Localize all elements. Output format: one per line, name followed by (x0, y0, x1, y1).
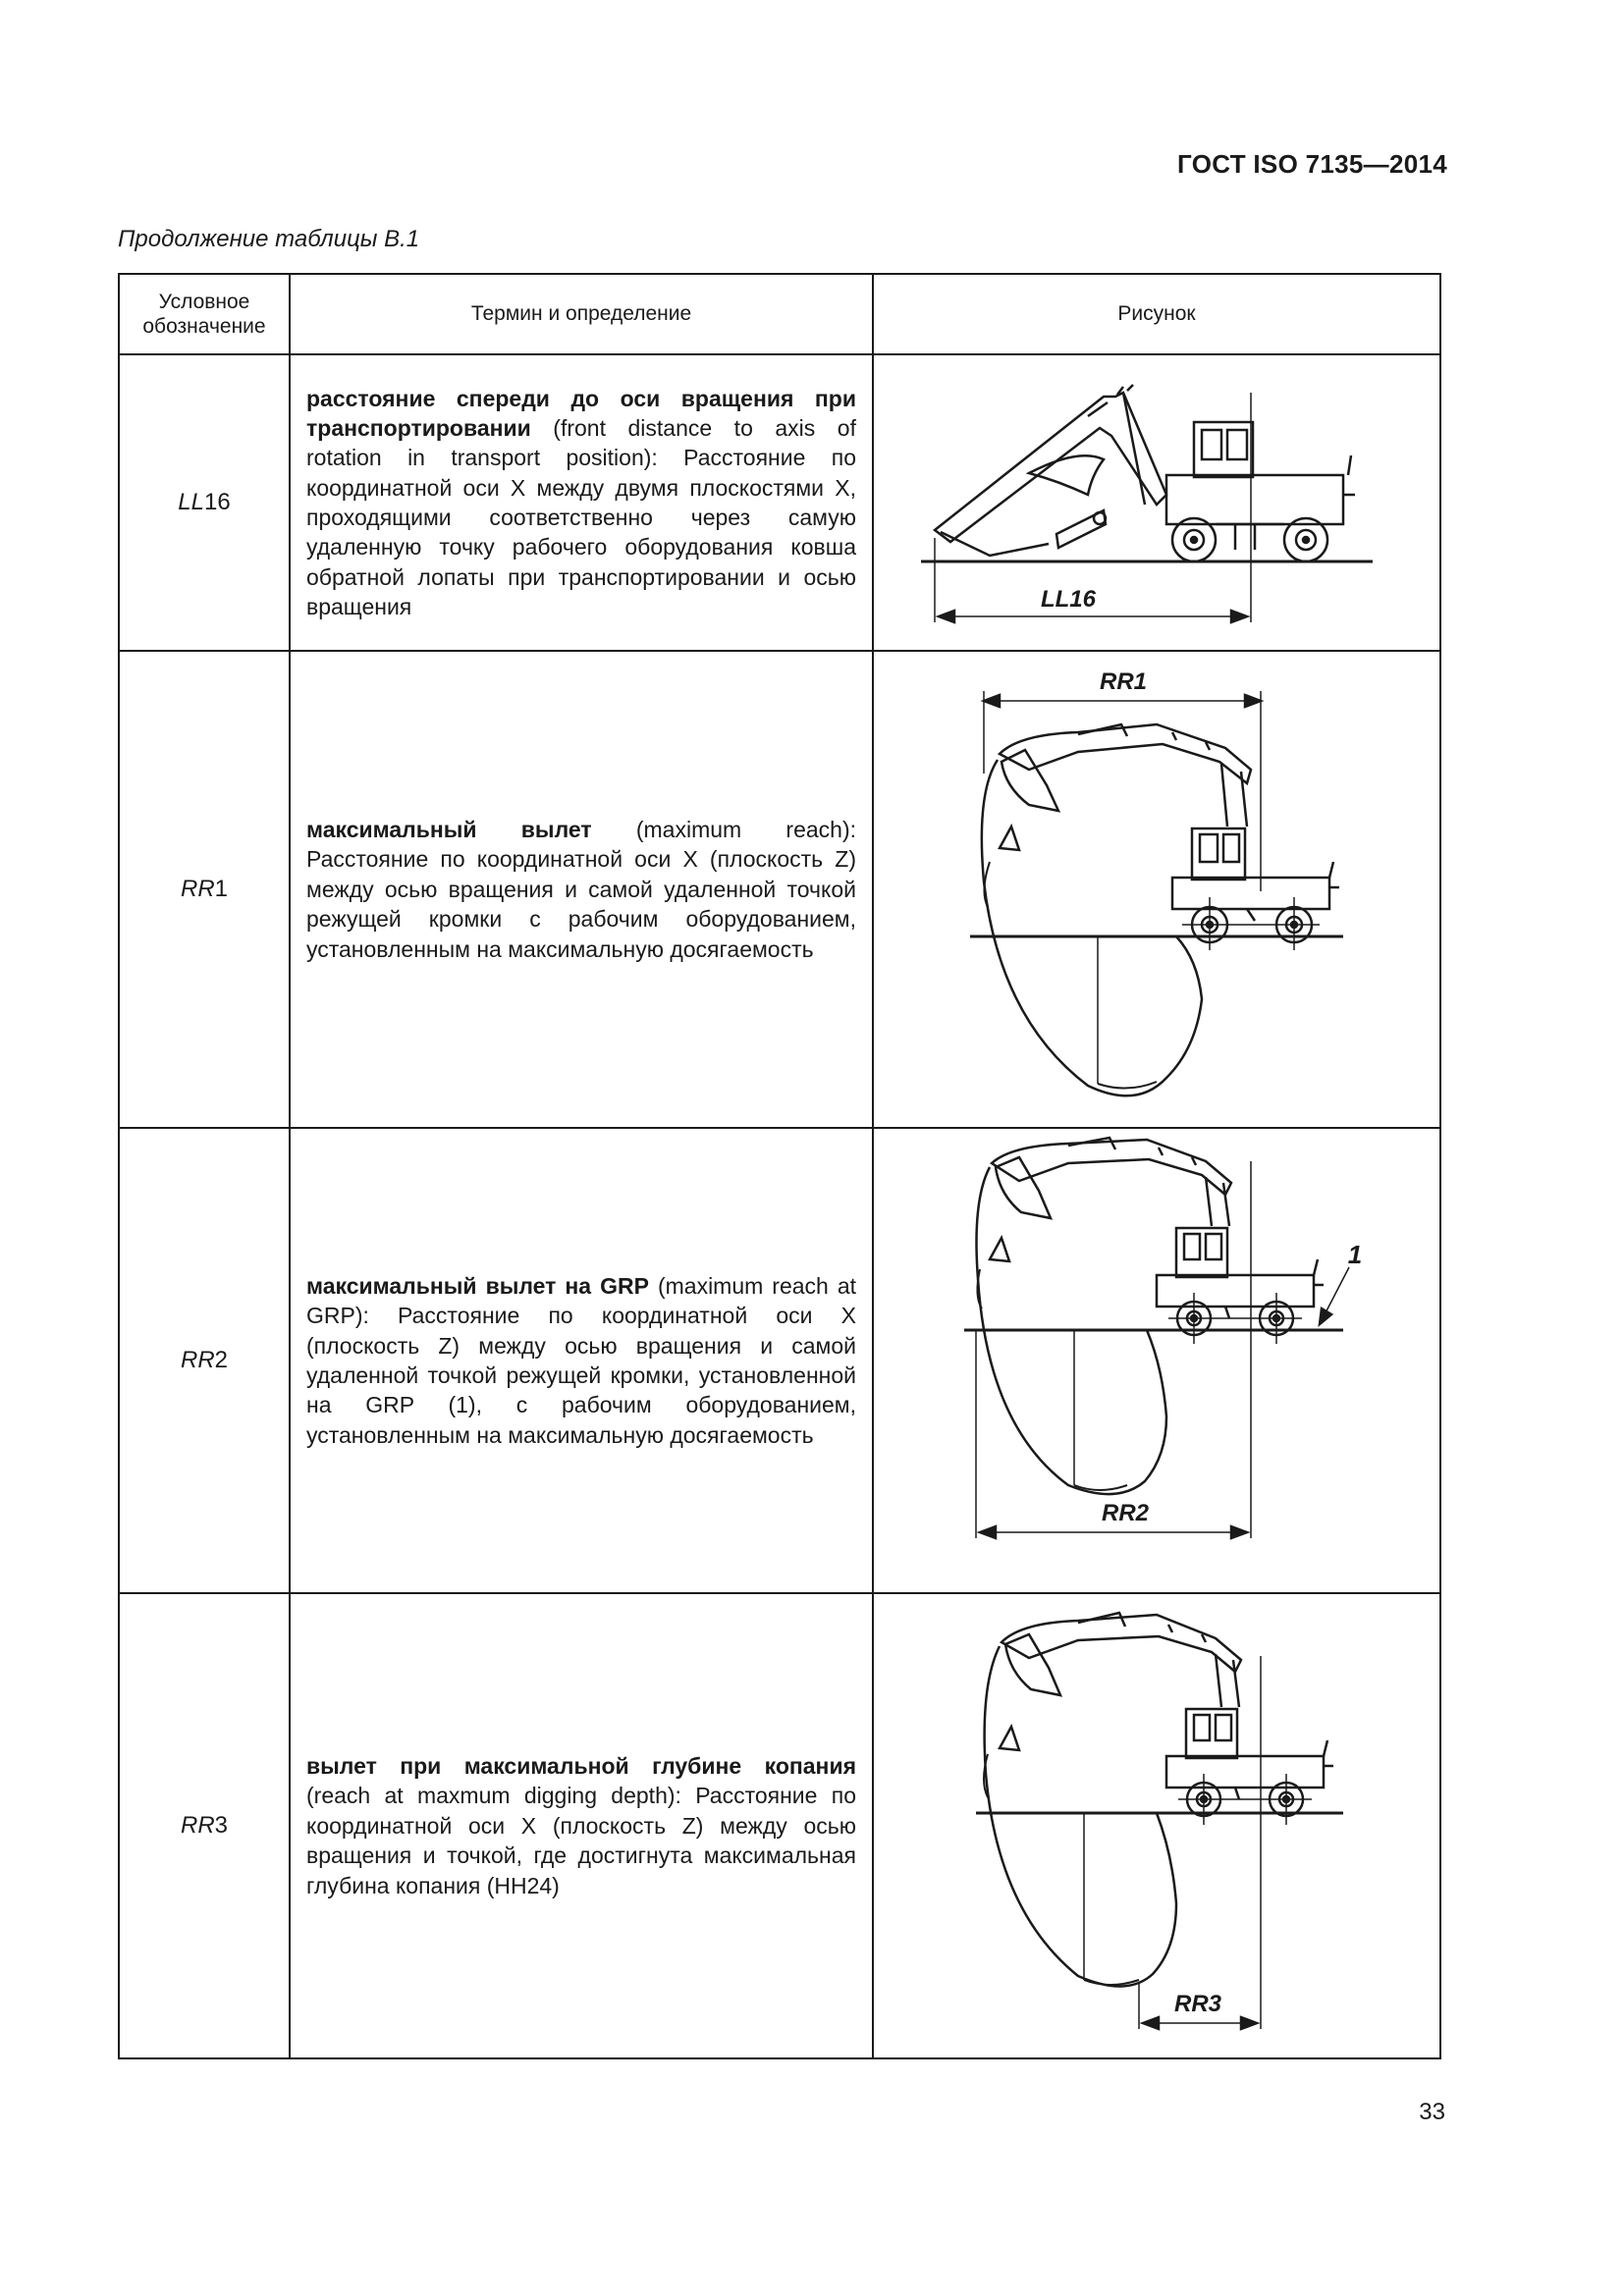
row-figure (873, 1593, 1440, 2058)
figure-label: RR1 (1099, 668, 1148, 695)
figure-label: RR3 (1173, 1991, 1222, 2017)
row-symbol (119, 1593, 290, 2058)
symbol-letters: RR (180, 1347, 215, 1373)
term-definition: (maximum reach): Расстояние по координатной оси X (плоскость Z) между осью вращения и самой удаленной точкой режущей кромки с рабочим оборудованием, установленным на максимальную досягаемость (306, 817, 856, 962)
excavator-reach-max-depth-figure (882, 1597, 1432, 2055)
excavator-transport-figure (882, 357, 1432, 648)
definitions-table (118, 273, 1441, 2059)
table-header-row (119, 274, 1440, 354)
row-figure (873, 354, 1440, 651)
figure-label: RR2 (1101, 1500, 1150, 1526)
term-name: вылет при максимальной глубине копания (306, 1753, 856, 1780)
table-row (119, 1593, 1440, 2058)
excavator-max-reach-figure (882, 656, 1432, 1123)
col-header-term: Термин и определение (290, 274, 873, 354)
row-symbol (119, 354, 290, 651)
row-definition (290, 651, 873, 1128)
row-symbol (119, 651, 290, 1128)
col-header-symbol: Условное обозначение (119, 274, 290, 354)
table-caption: Продолжение таблицы B.1 (118, 226, 420, 252)
page-number: 33 (1419, 2099, 1445, 2125)
term-definition: (maximum reach at GRP): Расстояние по координатной оси X (плоскость Z) между осью вращения и самой удаленной точкой режущей кромки, установленной на GRP (1), с рабочим оборудованием, установленным на максимальную досягаемость (306, 1272, 857, 1448)
row-figure (873, 651, 1440, 1128)
excavator-max-reach-grp-figure (882, 1132, 1432, 1589)
figure-label: LL16 (1040, 586, 1097, 613)
table-row (119, 651, 1440, 1128)
table-row (119, 1128, 1440, 1593)
term-name: расстояние спереди до оси вращения при транспортировании (306, 385, 856, 441)
symbol-number: 3 (214, 1812, 229, 1839)
term-name: максимальный вылет (306, 817, 592, 843)
symbol-number: 1 (214, 876, 229, 902)
document-header: ГОСТ ISO 7135—2014 (1177, 149, 1447, 179)
row-figure (873, 1128, 1440, 1593)
symbol-letters: RR (180, 1812, 215, 1839)
term-name: максимальный вылет на GRP (306, 1272, 649, 1299)
symbol-number: 16 (204, 489, 231, 515)
table-row (119, 354, 1440, 651)
row-definition (290, 1593, 873, 2058)
symbol-letters: RR (180, 876, 215, 902)
row-symbol (119, 1128, 290, 1593)
symbol-letters: LL (178, 489, 204, 515)
term-definition: (reach at maxmum digging depth): Расстояние по координатной оси X (плоскость Z) между осью вращения и точкой, где достигнута максимальная глубина копания (HH24) (306, 1783, 856, 1898)
row-definition (290, 1128, 873, 1593)
col-header-figure: Рисунок (873, 274, 1440, 354)
grp-callout: 1 (1347, 1240, 1363, 1269)
symbol-number: 2 (214, 1347, 229, 1373)
row-definition (290, 354, 873, 651)
term-definition: (front distance to axis of rotation in transport position): Расстояние по координатной оси X между двумя плоскостями X, проходящими соответственно через самую удаленную точку рабочего оборудования ковша обратной лопаты при транспортировании и осью вращения (306, 414, 856, 620)
